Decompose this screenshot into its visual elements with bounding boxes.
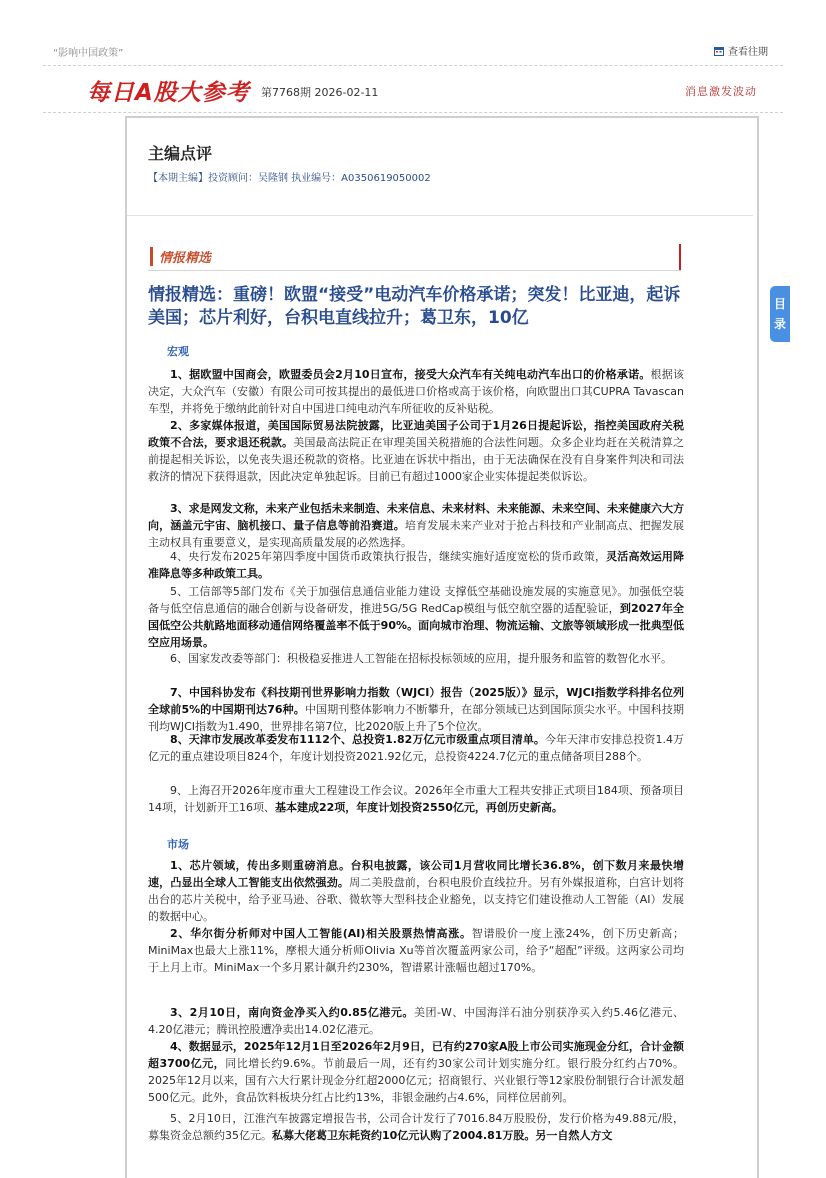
toc-label-1[interactable]: 目 [773,297,786,311]
editor-meta: 【本期主编】投资顾问：吴隆钢 执业编号：A0350619050002 [148,173,431,184]
item-bold: 3、求是网发文称，未来产业包括未来制造、未来信息、未来材料、未来能源、未来空间、未来健康六大方向，涵盖元宇宙、脑机接口、量子信息等前沿赛道。 [148,502,684,532]
item-text: 智谱股价一度上涨24%，创下历史新高；MiniMax也最大上涨11%，摩根大通分析师Olivia Xu等首次覆盖两家公司，给予“超配”评级。这两家公司均于上月上市。MiniMax一个多月累计飙升约230%，智谱累计涨幅也超过170%。 [148,927,684,974]
item-text: 5、2月10日，江淮汽车披露定增报告书，公司合计发行了7016.84万股股份，发行价格为49.88元/股，募集资金总额约35亿元。 [148,1112,684,1142]
item-text: 同比增长约9.6%。节前最后一周，还有约30家公司计划实施分红。银行股分红约占70%。2025年12月以来，国有六大行累计现金分红超2000亿元；招商银行、兴业银行等12家股份制银行合计派发超500亿元。此外，食品饮料板块分红占比约13%，非银金融约占4.6%，同样位居前列。 [148,1057,685,1104]
market-item-2 [148,925,684,976]
market-item-4 [148,1038,684,1106]
history-link[interactable] [714,43,768,58]
item-bold: 2、华尔街分析师对中国人工智能(AI)相关股票热情高涨。 [170,927,472,940]
item-text: 培育发展未来产业对于抢占科技和产业制高点、把握发展主动权具有重要意义，是实现高质量发展的必然选择。 [148,519,685,549]
issue-info: 第7768期 2026-02-11 [261,86,379,99]
headline: 情报精选：重磅！欧盟“接受”电动汽车价格承诺；突发！比亚迪，起诉美国；芯片利好，台积电直线拉升；葛卫东，10亿 [148,285,681,328]
market-item-1 [148,857,684,925]
slogan: 消息激发波动 [685,85,757,98]
item-bold: 灵活高效运用降准降息等多种政策工具。 [148,550,684,580]
item-bold: 7、中国科协发布《科技期刊世界影响力指数（WJCI）报告（2025版）》显示，WJCI指数学科排名位列全球前5%的中国期刊达76种。 [148,686,684,716]
market-item-3 [148,1004,684,1038]
item-text: 6、国家发改委等部门：积极稳妥推进人工智能在招标投标领域的应用，提升服务和监管的数智化水平。 [170,652,672,665]
top-bar [0,0,826,64]
macro-item-2 [148,417,684,485]
source-label: “影响中国政策” [53,48,124,59]
item-bold: 私募大佬葛卫东耗资约10亿元认购了2004.81万股。另一自然人方文 [272,1129,613,1142]
section-end-mark [679,244,681,270]
market-item-5 [148,1110,684,1144]
item-bold: 1、据欧盟中国商会，欧盟委员会2月10日宣布，接受大众汽车有关纯电动汽车出口的价格承诺。 [170,368,651,381]
item-bold: 3、2月10日，南向资金净买入约0.85亿港元。 [170,1006,414,1019]
macro-item-3 [148,500,684,551]
item-bold: 2、多家媒体报道，美国国际贸易法院披露，比亚迪美国子公司于1月26日提起诉讼，指控美国政府关税政策不合法，要求退还税款。 [148,419,684,449]
section-tag: 情报精选 [150,247,211,266]
item-bold: 1、芯片领域，传出多则重磅消息。台积电披露，该公司1月营收同比增长36.8%，创下数月来最快增速，凸显出全球人工智能支出依然强劲。 [148,859,684,889]
item-text: 今年天津市安排总投资1.4万亿元的重点建设项目824个，年度计划投资2021.92亿元，总投资4224.7亿元的重点储备项目288个。 [148,733,684,763]
item-bold: 4、数据显示，2025年12月1日至2026年2月9日，已有约270家A股上市公司实施现金分红，合计金额超3700亿元， [148,1040,684,1070]
market-title: 市场 [167,838,189,851]
item-bold: 到2027年全国低空公共航路地面移动通信网络覆盖率不低于90%。面向城市治理、物流运输、文旅等领域形成一批典型低空应用场景。 [148,602,684,649]
header [83,72,763,112]
header-divider-top [43,65,783,66]
history-label[interactable]: 查看往期 [728,47,768,58]
macro-item-6 [148,650,684,667]
toc-label-2[interactable]: 录 [773,317,786,331]
macro-item-4 [148,548,684,582]
toc-tab[interactable] [770,286,790,342]
macro-title: 宏观 [167,345,189,358]
macro-item-9 [148,782,684,816]
editor-title: 主编点评 [148,144,213,163]
macro-item-8 [148,731,684,765]
header-divider-bottom [43,112,783,113]
item-text: 根据该决定，大众汽车（安徽）有限公司可按其提出的最低进口价格或高于该价格，向欧盟出口其CUPRA Tavascan车型，并将免于缴纳此前针对自中国进口纯电动汽车所征收的反补贴税。 [148,368,684,415]
item-text: 美国最高法院正在审理美国关税措施的合法性问题。众多企业均赶在关税清算之前提起相关诉讼，以免丧失退还税款的资格。比亚迪在诉状中指出，由于无法确保在没有自身案件判决和司法救济的情况下获得退款，因此决定单独起诉。目前已有超过1000家企业实体提起类似诉讼。 [148,436,685,483]
item-text: 美团-W、中国海洋石油分别获净买入约5.46亿港元、4.20亿港元；腾讯控股遭净卖出14.02亿港元。 [148,1006,684,1036]
item-bold: 8、天津市发展改革委发布1112个、总投资1.82万亿元市级重点项目清单。 [170,733,545,746]
section-header [148,244,681,271]
item-bold: 基本建成22项，年度计划投资2550亿元，再创历史新高。 [275,801,563,814]
macro-item-7 [148,684,684,735]
brand-logo: 每日A股大参考 [87,80,250,106]
calendar-icon [714,46,724,56]
item-text: 9、上海召开2026年度市重大工程建设工作会议。2026年全市重大工程共安排正式项目184项、预备项目14项，计划新开工16项、 [148,784,684,814]
item-text: 周二美股盘前，台积电股价直线拉升。另有外媒报道称，白宫计划将出台的芯片关税中，给予亚马逊、谷歌、微软等大型科技企业豁免，以支持它们建设推动人工智能（AI）发展的数据中心。 [148,876,684,923]
item-text: 4、央行发布2025年第四季度中国货币政策执行报告，继续实施好适度宽松的货币政策， [170,550,607,563]
item-text: 中国期刊整体影响力不断攀升，在部分领域已达到国际顶尖水平。中国科技期刊均WJCI指数为1.490，世界排名第7位，比2020版上升了5个位次。 [148,703,684,733]
editor-divider [127,215,753,216]
macro-item-1 [148,366,684,417]
item-text: 5、工信部等5部门发布《关于加强信息通信业能力建设 支撑低空基础设施发展的实施意见》。加强低空装备与低空信息通信的融合创新与设备研发，推进5G/5G RedCap模组与低空航空器的适配验证， [148,585,684,615]
macro-item-5 [148,583,684,651]
